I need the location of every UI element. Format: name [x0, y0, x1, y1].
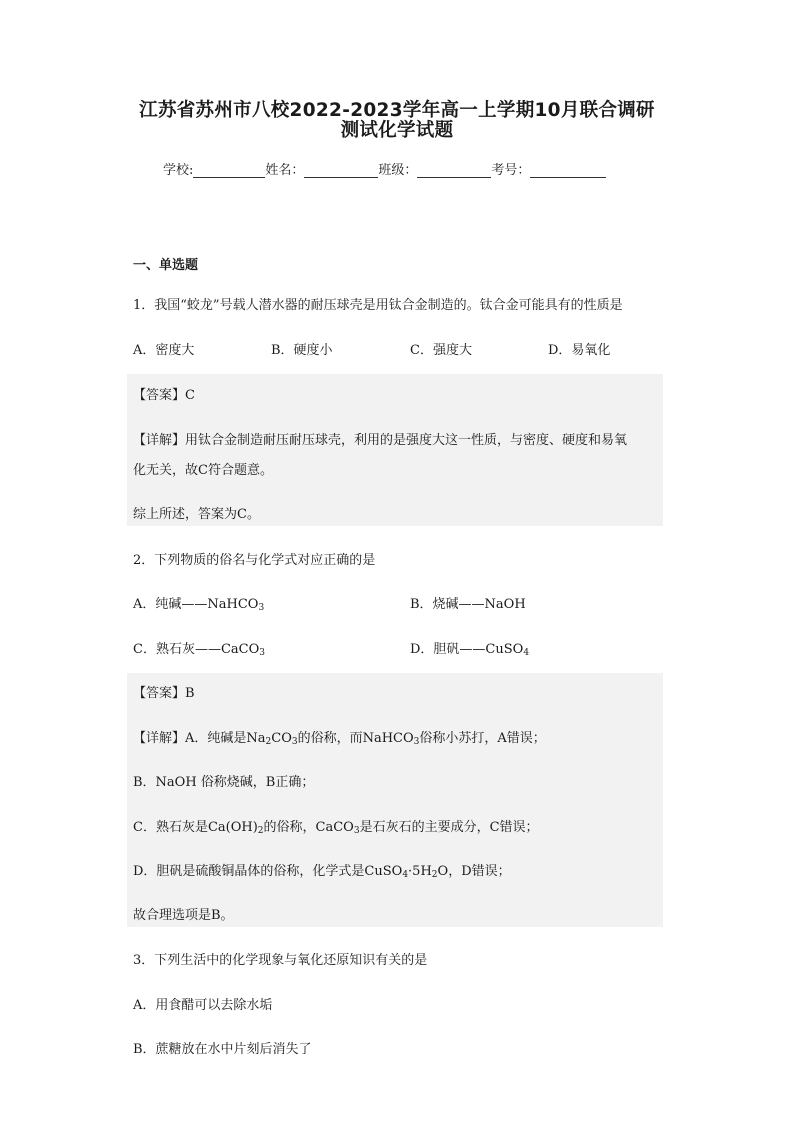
q2-d4-b: ·5H	[408, 864, 432, 879]
school-blank	[193, 163, 265, 178]
q2-d1-s2: 3	[291, 737, 298, 747]
q2-d1-b: CO	[271, 731, 292, 746]
q1-option-d: D．易氧化	[548, 343, 611, 358]
school-label: 学校:	[163, 163, 194, 178]
q2-option-a	[133, 593, 264, 613]
name-label: 姓名：	[265, 163, 305, 178]
q2-d3-b: 的俗称，CaCO	[263, 820, 354, 835]
q1-summary: 综上所述，答案为C。	[133, 507, 260, 522]
q2-d4-s1: 4	[402, 870, 409, 880]
q1-option-a: A．密度大	[133, 343, 195, 358]
q2-d4-a: D．胆矾是硫酸铜晶体的俗称，化学式是CuSO	[133, 864, 403, 879]
q2-option-a-text: A．纯碱——NaHCO	[133, 597, 259, 612]
q2-d3-a: C．熟石灰是Ca(OH)	[133, 820, 258, 835]
q2-d1-s3: 3	[413, 737, 420, 747]
name-blank	[304, 163, 378, 178]
q2-option-c-sub: 3	[259, 648, 265, 658]
q2-stem: 2．下列物质的俗名与化学式对应正确的是	[133, 553, 376, 568]
q2-d3-c: 是石灰石的主要成分，C错误；	[359, 820, 539, 835]
q1-option-c: C．强度大	[410, 343, 472, 358]
class-label: 班级：	[378, 163, 418, 178]
q2-option-d-text: D．胆矾——CuSO	[410, 642, 524, 657]
q2-detail-line3	[133, 816, 539, 836]
q2-answer: 【答案】B	[133, 686, 195, 701]
student-info-row	[163, 159, 606, 178]
q2-option-d-sub: 4	[523, 648, 530, 658]
q2-option-a-sub: 3	[258, 603, 265, 613]
q1-detail-line1: 【详解】用钛合金制造耐压耐压球壳，利用的是强度大这一性质，与密度、硬度和易氧	[133, 433, 628, 448]
q2-conclusion: 故合理选项是B。	[133, 908, 234, 923]
q2-d3-s2: 3	[353, 826, 360, 836]
q3-stem: 3．下列生活中的化学现象与氧化还原知识有关的是	[133, 953, 428, 968]
q2-answer-block	[127, 673, 663, 927]
q2-d4-s2: 2	[431, 870, 438, 880]
q3-option-b: B．蔗糖放在水中片刻后消失了	[133, 1042, 312, 1057]
exam-no-blank	[530, 163, 606, 178]
q1-option-b: B．硬度小	[271, 343, 333, 358]
q2-option-c-text: C．熟石灰——CaCO	[133, 642, 260, 657]
q2-d1-s1: 2	[265, 737, 272, 747]
q2-detail-line4	[133, 860, 511, 880]
q2-d3-s1: 2	[257, 826, 264, 836]
q3-option-a: A．用食醋可以去除水垢	[133, 998, 273, 1013]
q2-option-d	[410, 638, 529, 658]
q2-detail-line2: B．NaOH 俗称烧碱，B正确；	[133, 775, 315, 790]
exam-no-label: 考号：	[491, 163, 531, 178]
q2-d4-c: O，D错误；	[437, 864, 511, 879]
q1-detail-line2: 化无关，故C符合题意。	[133, 463, 273, 478]
q2-option-c	[133, 638, 265, 658]
doc-title-line1: 江苏省苏州市八校2022-2023学年高一上学期10月联合调研	[139, 100, 655, 121]
q2-d1-a: 【详解】A．纯碱是Na	[133, 731, 266, 746]
q2-d1-d: 俗称小苏打，A错误；	[419, 731, 546, 746]
class-blank	[417, 163, 491, 178]
q1-stem: 1．我国“蛟龙”号载人潜水器的耐压球壳是用钛合金制造的。钛合金可能具有的性质是	[133, 298, 623, 313]
q2-detail-line1	[133, 727, 546, 747]
q2-d1-c: 的俗称，而NaHCO	[297, 731, 414, 746]
q2-option-b: B．烧碱——NaOH	[410, 597, 526, 612]
q1-answer: 【答案】C	[133, 388, 195, 403]
section-heading: 一、单选题	[133, 258, 199, 273]
doc-title-line2: 测试化学试题	[340, 120, 454, 141]
